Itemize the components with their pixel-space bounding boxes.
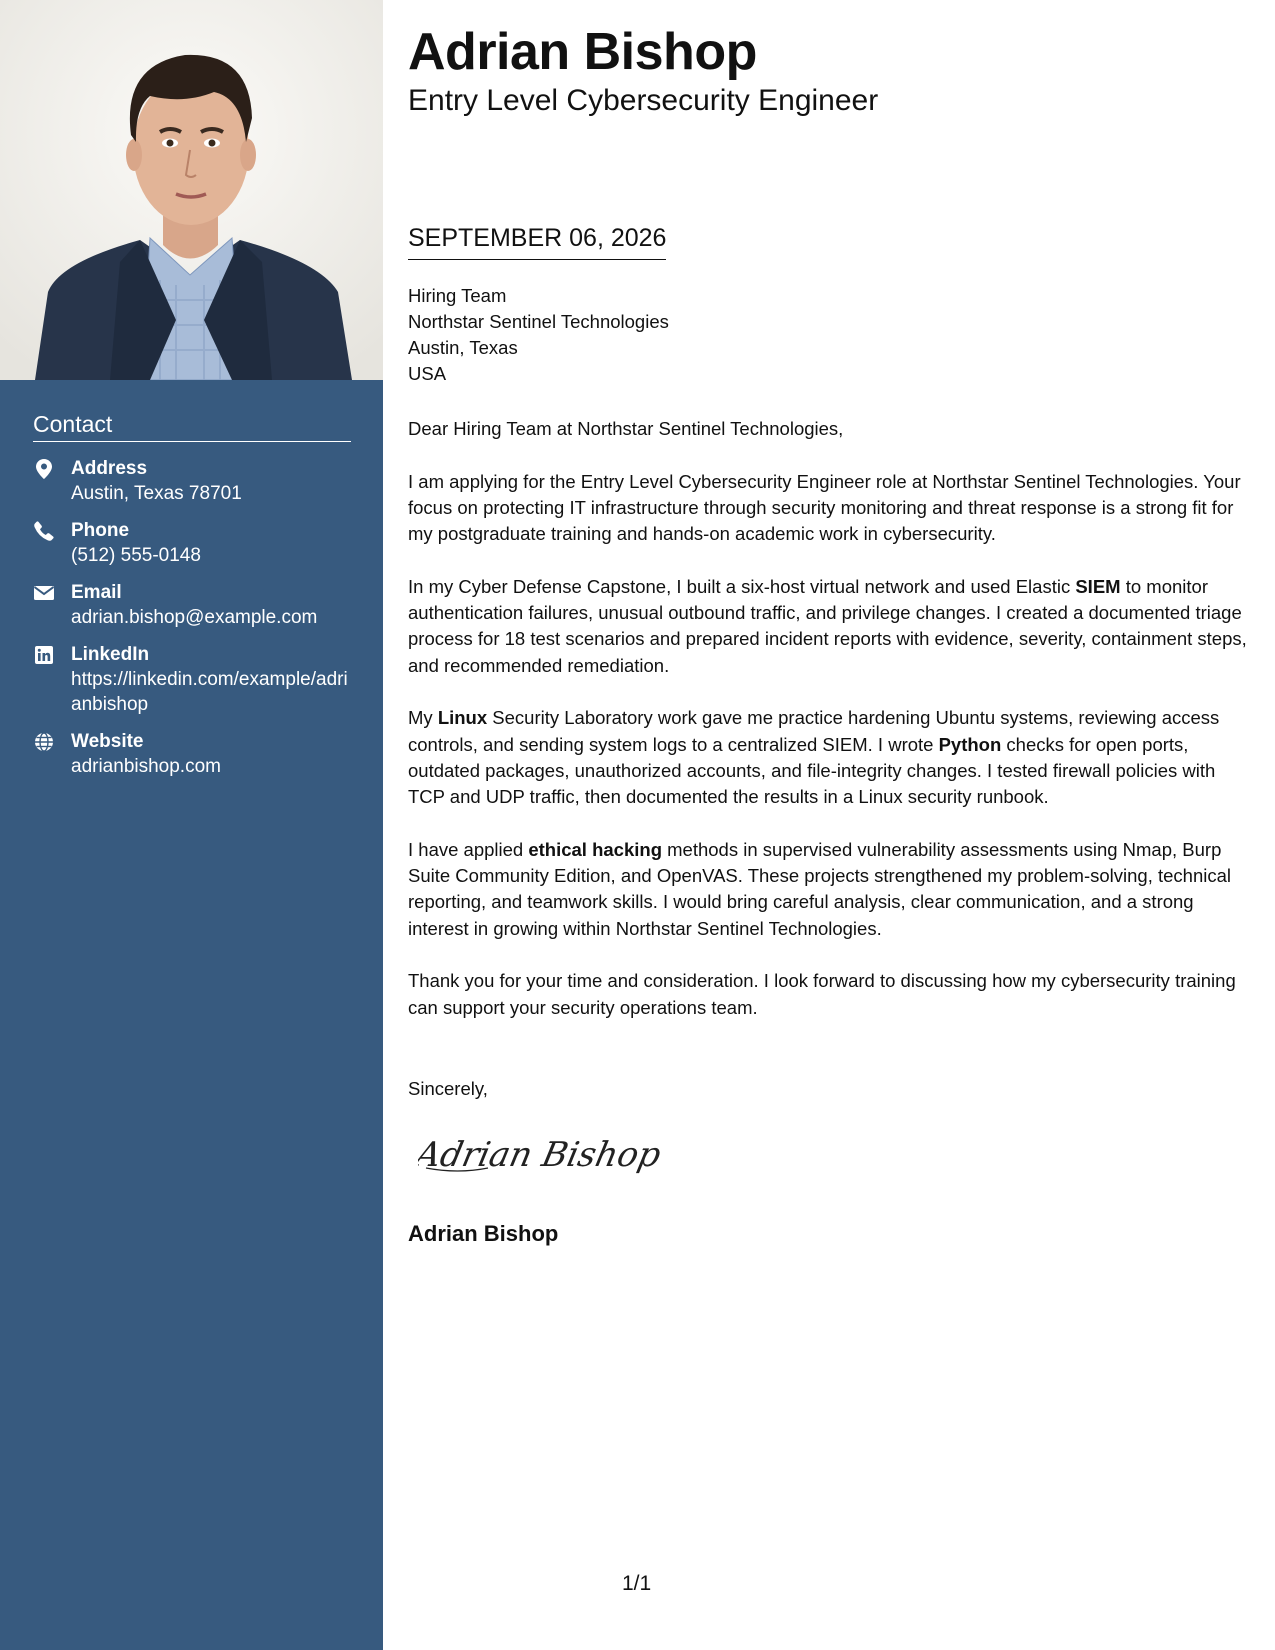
keyword-siem: SIEM — [1075, 575, 1121, 597]
keyword-linux: Linux — [437, 707, 488, 729]
linkedin-icon — [33, 644, 55, 666]
keyword-ethical-hacking: ethical hacking — [528, 838, 662, 860]
handwritten-signature — [418, 1128, 668, 1178]
phone-value: (512) 555-0148 — [71, 545, 201, 566]
contact-phone — [33, 518, 351, 568]
page-number: 1/1 — [622, 1572, 652, 1595]
globe-icon — [33, 731, 55, 753]
closing: Sincerely, — [408, 1078, 488, 1099]
map-pin-icon — [33, 458, 55, 480]
recipient-line: Hiring Team — [408, 285, 507, 306]
signed-name: Adrian Bishop — [408, 1221, 559, 1246]
profile-photo — [0, 0, 383, 380]
job-title: Entry Level Cybersecurity Engineer — [408, 84, 879, 117]
linkedin-label: LinkedIn — [71, 644, 150, 665]
recipient-line: Northstar Sentinel Technologies — [408, 311, 669, 332]
sidebar — [0, 0, 383, 1650]
paragraph-5: Thank you for your time and consideration. I look forward to discussing how my cybersecurity training can support your security operations team. — [408, 970, 1236, 1018]
website-label: Website — [71, 731, 144, 752]
phone-label: Phone — [71, 520, 130, 541]
paragraph-1: I am applying for the Entry Level Cybersecurity Engineer role at Northstar Sentinel Technologies. Your focus on protecting IT infrastructure through security monitoring and threat response is a strong fit for my postgraduate training and hands-on academic work in cybersecurity. — [408, 470, 1241, 545]
website-value[interactable]: adrianbishop.com — [71, 756, 221, 777]
letter-date: SEPTEMBER 06, 2026 — [408, 222, 666, 260]
contact-heading: Contact — [33, 410, 351, 442]
paragraph-4: I have applied ethical hacking methods in supervised vulnerability assessments using Nmap, Burp Suite Community Edition, and OpenVAS. These projects strengthened my problem-solving, technical reporting, and teamwork skills. I would bring careful analysis, clear communication, and a strong interest in growing within Northstar Sentinel Technologies. — [408, 838, 1231, 939]
letter-body — [408, 416, 1253, 1047]
address-value: Austin, Texas 78701 — [71, 483, 242, 504]
contact-section — [33, 410, 351, 779]
email-label: Email — [71, 582, 122, 603]
contact-linkedin — [33, 642, 351, 717]
keyword-python: Python — [938, 733, 1002, 755]
recipient-block — [408, 283, 669, 387]
svg-text:Adrian Bishop: Adrian Bishop — [418, 1135, 665, 1175]
envelope-icon — [33, 582, 55, 604]
contact-website — [33, 729, 351, 779]
recipient-line: USA — [408, 363, 447, 384]
contact-email — [33, 580, 351, 630]
applicant-name: Adrian Bishop — [408, 23, 757, 81]
phone-icon — [33, 520, 55, 542]
contact-address — [33, 456, 351, 506]
email-value[interactable]: adrian.bishop@example.com — [71, 607, 318, 628]
linkedin-value[interactable]: https://linkedin.com/example/adrianbishop — [71, 669, 348, 715]
address-label: Address — [71, 458, 148, 479]
paragraph-3: My Linux Security Laboratory work gave me practice hardening Ubuntu systems, reviewing access controls, and sending system logs to a centralized SIEM. I wrote Python checks for open ports, outdated packages, unauthorized accounts, and file-integrity changes. I tested firewall policies with TCP and UDP traffic, then documented the results in a Linux security runbook. — [408, 707, 1220, 808]
recipient-line: Austin, Texas — [408, 337, 518, 358]
salutation: Dear Hiring Team at Northstar Sentinel Technologies, — [408, 418, 844, 439]
paragraph-2: In my Cyber Defense Capstone, I built a six-host virtual network and used Elastic SIEM to monitor authentication failures, unusual outbound traffic, and privilege changes. I created a documented triage process for 18 test scenarios and prepared incident reports with evidence, severity, containment steps, and recommended remediation. — [408, 575, 1247, 676]
